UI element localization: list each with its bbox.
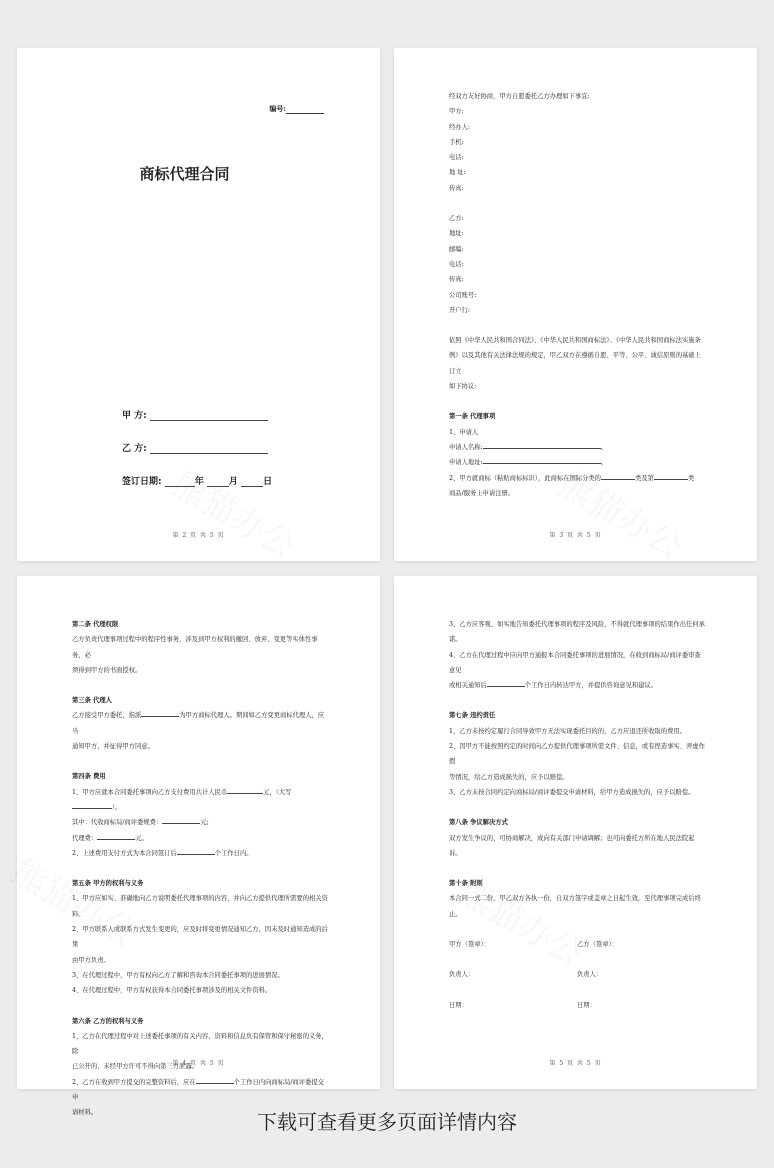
section-7-line: 2、因甲方不能按照约定的时间向乙方提供代理事项所需文件、信息，或有捏造事实、弄虚作假	[449, 743, 705, 766]
intro-text: 经双方友好协商，甲方自愿委托乙方办理如下事宜:	[449, 93, 590, 100]
fee-capital-line: ）。	[72, 800, 328, 815]
party-a-label: 甲 方:	[122, 411, 147, 421]
page-body	[449, 617, 705, 1013]
fee-official-line: 其中：代收商标局/商评委规费： 元;	[72, 815, 328, 830]
date-a: 日期：	[449, 1001, 468, 1009]
applicant-name-line: 申请人名称: 。	[449, 440, 705, 455]
section-6-line: 1、乙方在代理过程中对上述委托事项的有关内容、资料和信息负有保管和保守秘密的义务，除	[72, 1032, 328, 1056]
page-title: 商标代理合同	[139, 165, 230, 183]
section-1-line: 1、申请人	[449, 428, 479, 436]
legal-basis-line: 如下协议:	[449, 383, 477, 391]
party-b-field: 公司账号:	[449, 291, 477, 299]
section-5-line: 4、在代理过程中，甲方有权获得本合同委托事项涉及的相关文件资料。	[72, 987, 272, 995]
fee-total-line: 1、甲方应就本合同委托事项向乙方支付费用共计人民币 元，（大写	[72, 785, 328, 800]
agent-line-2: 通知甲方，并征得甲方同意。	[72, 743, 154, 751]
section-6-cont-line: 4、乙方在代理过程中应向甲方通报本合同委托事项的进展情况，在收到商标局/商评委审查意见	[449, 651, 701, 674]
party-a-fields	[449, 104, 705, 196]
person-b: 负责人：	[577, 971, 603, 979]
section-5-line: 2、甲方联系人或联系方式发生变更的，应及时将变更情况通知乙方，因未及时通知造成的后果	[72, 926, 328, 949]
notice-line: 或相关通知后 个工作日内转达甲方，并提供咨询意见和建议。	[449, 678, 705, 693]
cover-page	[17, 48, 380, 561]
contract-number-blank	[286, 106, 324, 114]
person-a: 负责人：	[449, 971, 475, 979]
signature-row	[449, 937, 705, 952]
day-blank	[241, 477, 263, 487]
party-b-line	[122, 441, 268, 454]
year-label: 年	[194, 477, 204, 487]
sign-b: 乙方（签章）：	[577, 941, 618, 949]
legal-basis-line: 例》以及其他有关法律法规的规定，甲乙双方在遵循自愿、平等、公平、诚信原则的基础上订立	[449, 352, 701, 375]
month-blank	[207, 477, 229, 487]
applicant-address-line: 申请人地址: 。	[449, 455, 705, 470]
party-a-field: 传真:	[449, 184, 464, 192]
section-10-title: 第十条 附则	[449, 880, 483, 888]
contract-number-label: 编号:	[269, 104, 286, 113]
party-a-field: 电话:	[449, 154, 464, 162]
section-5-line: 1、甲方应如实、准确地向乙方说明委托代理事项的内容，并向乙方提供代理所需要的相关资料。	[72, 895, 328, 918]
section-8-line: 双方发生争议的，可协商解决，或向有关部门申请调解；也可向委托方所在地人民法院起诉。	[449, 834, 695, 857]
party-a-field: 经办人:	[449, 123, 471, 131]
party-b-field: 开户行:	[449, 306, 471, 314]
legal-basis	[449, 333, 705, 394]
section-6-line: 已公开的，未经甲方许可不得向第三方泄露。	[72, 1063, 198, 1071]
section-3-title: 第三条 代理人	[72, 697, 112, 705]
section-5-line: 由甲方负责。	[72, 956, 110, 964]
section-7-line: 3、乙方未按合同约定向商标局/商评委提交申请材料，给甲方造成损失的，应予以赔偿。	[449, 788, 695, 796]
section-8-title: 第八条 争议解决方式	[449, 819, 508, 827]
section-2-title: 第二条 代理权限	[72, 621, 119, 628]
agent-line: 乙方接受甲方委托，指派 为甲方商标代理人。期间如乙方变更商标代理人，应当	[72, 708, 328, 739]
month-label: 月	[228, 477, 238, 487]
fee-agency-line: 代理费： 元。	[72, 831, 328, 846]
page-footer: 第 5 页 共 5 页	[549, 1060, 602, 1067]
section-7-line: 等情况，给乙方造成损失的，应予以赔偿。	[449, 773, 569, 781]
section-1-title: 第一条 代理事项	[449, 413, 496, 421]
page-footer: 第 4 页 共 5 页	[172, 1060, 225, 1067]
party-a-line	[122, 408, 268, 421]
trademark-class-line: 2、甲方就商标（粘贴商标标识），此商标在国际分类的 类及第 类	[449, 471, 705, 486]
download-caption: 下载可查看更多页面详情内容	[257, 1110, 517, 1134]
section-5-title: 第五条 甲方的权利与义务	[72, 880, 144, 888]
date-row	[449, 998, 705, 1013]
party-b-fields	[449, 211, 705, 318]
section-5-line: 3、在代理过程中，甲方有权向乙方了解和咨询本合同委托事项的进展情况。	[72, 971, 284, 979]
section-6-cont-line: 3、乙方应客观、如实地告知委托代理事项的程序及风险，不得就代理事项的结果作出任何承诺。	[449, 621, 705, 644]
legal-basis-line: 依照《中华人民共和国合同法》、《中华人民共和国商标法》、《中华人民共和国商标法实施条	[449, 337, 701, 345]
page-body	[72, 617, 328, 1121]
sign-date-line	[122, 474, 272, 487]
sign-date-label: 签订日期:	[122, 477, 162, 487]
party-b-field: 传真:	[449, 276, 464, 284]
party-a-field: 地 址:	[449, 169, 466, 177]
trademark-goods-line: 商品/服务上申请注册。	[449, 489, 515, 497]
section-4-title: 第四条 费用	[72, 773, 106, 781]
section-2-line: 乙方负责代理事项过程中的程序性事务，涉及到甲方权利的撤回、放弃、变更等实体性事务，必	[72, 636, 318, 659]
party-b-label: 乙 方:	[122, 444, 147, 454]
sign-a: 甲方（签章）：	[449, 941, 490, 949]
contract-number	[269, 104, 324, 114]
section-7-line: 1、乙方未按约定履行合同导致甲方无法实现委托目的的，乙方应退还所收取的费用。	[449, 727, 686, 735]
page-footer: 第 3 页 共 5 页	[549, 532, 602, 539]
section-2-line: 须得到甲方的书面授权。	[72, 666, 142, 674]
person-row	[449, 967, 705, 982]
party-b-field: 乙方:	[449, 215, 464, 223]
section-10-line: 本合同一式二份，甲乙双方各执一份，自双方签字或盖章之日起生效，至代理事项完成后终止。	[449, 895, 701, 918]
page-body	[449, 89, 705, 501]
day-label: 日	[263, 477, 273, 487]
fee-payment-line: 2、上述费用支付方式为本合同签订后 个工作日内。	[72, 846, 328, 861]
section-6-title: 第六条 乙方的权利与义务	[72, 1017, 144, 1025]
contract-page-5	[394, 576, 757, 1089]
party-a-field: 手机:	[449, 138, 464, 146]
party-b-field: 电话:	[449, 260, 464, 268]
page-footer: 第 2 页 共 5 页	[172, 532, 225, 539]
party-a-blank	[150, 411, 268, 421]
contract-page-3	[394, 48, 757, 561]
contract-page-4	[17, 576, 380, 1117]
section-7-title: 第七条 违约责任	[449, 712, 496, 720]
section-6-line-3: 请材料。	[72, 1109, 98, 1117]
date-b: 日期：	[577, 1001, 596, 1009]
party-b-blank	[150, 444, 268, 454]
party-b-field: 邮编:	[449, 245, 464, 253]
year-blank	[165, 477, 195, 487]
party-b-field: 地址:	[449, 230, 464, 238]
party-a-field: 甲方:	[449, 108, 464, 116]
section-6-line-2: 2、乙方在收到甲方提交的完整资料后，应在 个工作日内向商标局/商评委提交申	[72, 1075, 328, 1106]
